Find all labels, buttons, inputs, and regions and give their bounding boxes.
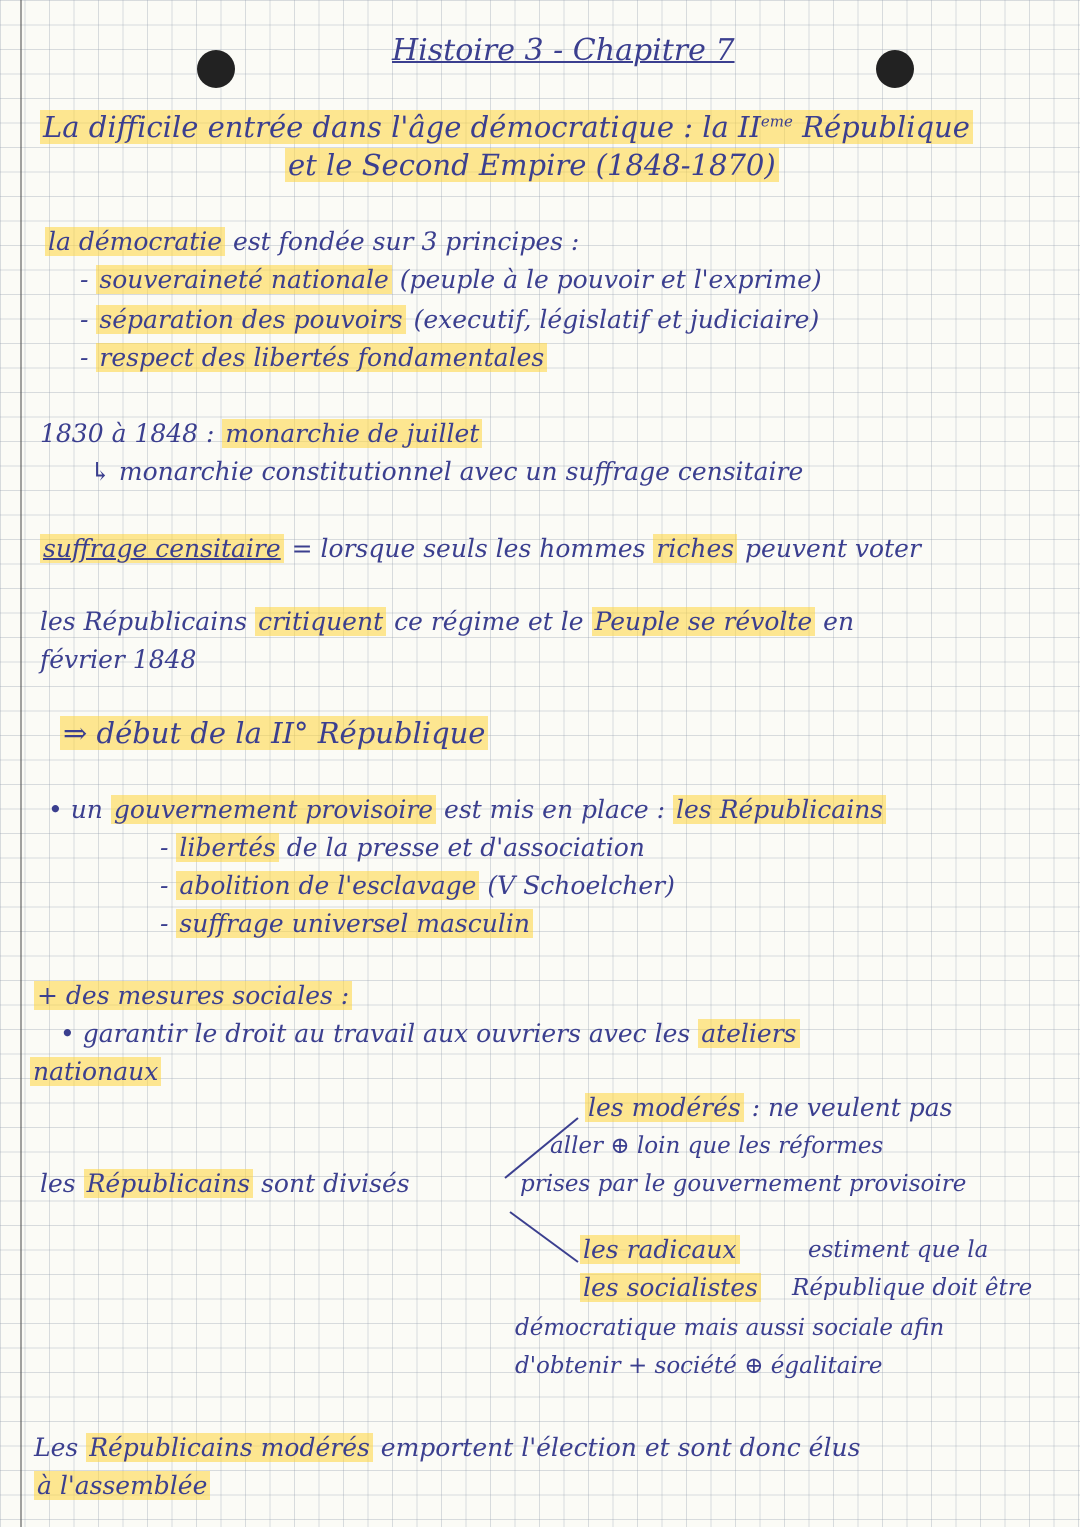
mesure-suffrage: - suffrage universel masculin: [160, 910, 533, 938]
mesure-abolition: - abolition de l'esclavage (V Schoelcher): [160, 871, 675, 900]
mesures-ateliers-line1: • garantir le droit au travail aux ouvriers avec les ateliers: [60, 1020, 800, 1048]
mesures-sociales-heading: + des mesures sociales :: [34, 982, 352, 1010]
chapter-heading-line2: et le Second Empire (1848-1870): [285, 150, 779, 182]
chapter-heading-line1: La difficile entrée dans l'âge démocratique : la IIeme République: [40, 112, 973, 144]
revolte-line2: février 1848: [40, 645, 197, 674]
republicains-divises: les Républicains sont divisés: [40, 1169, 410, 1198]
page-title: Histoire 3 - Chapitre 7: [392, 33, 735, 68]
democratie-intro: la démocratie est fondée sur 3 principes :: [45, 228, 579, 256]
branch-moderes: [505, 1118, 578, 1178]
monarchie-constitutionnelle: ↳ monarchie constitutionnel avec un suffrage censitaire: [90, 457, 804, 486]
monarchie-juillet: 1830 à 1848 : monarchie de juillet: [40, 420, 482, 448]
branch-radicaux: [510, 1212, 578, 1262]
suffrage-censitaire-definition: suffrage censitaire = lorsque seuls les hommes riches peuvent voter: [40, 535, 921, 563]
principe-separation: - séparation des pouvoirs (executif, législatif et judiciaire): [80, 305, 820, 334]
principe-libertes: - respect des libertés fondamentales: [80, 344, 547, 372]
principe-souverainete: - souveraineté nationale (peuple à le pouvoir et l'exprime): [80, 265, 822, 294]
radicaux-line3: démocratique mais aussi sociale afin: [515, 1315, 945, 1341]
mesure-libertes: - libertés de la presse et d'association: [160, 833, 645, 862]
moderes-line2: aller ⊕ loin que les réformes: [550, 1133, 884, 1159]
radicaux-label: les radicaux: [580, 1236, 740, 1264]
socialistes-label: les socialistes: [580, 1274, 761, 1302]
debut-republique: ⇒ début de la II° République: [60, 718, 488, 750]
moderes-line3: prises par le gouvernement provisoire: [520, 1171, 967, 1197]
mesures-ateliers-line2: nationaux: [30, 1058, 161, 1086]
conclusion-line2: à l'assemblée: [34, 1472, 210, 1500]
revolte-line1: les Républicains critiquent ce régime et le Peuple se révolte en: [40, 607, 855, 636]
radicaux-line4: d'obtenir + société ⊕ égalitaire: [515, 1353, 883, 1379]
gouvernement-provisoire: • un gouvernement provisoire est mis en place : les Républicains: [48, 796, 886, 824]
conclusion-line1: Les Républicains modérés emportent l'élection et sont donc élus: [34, 1433, 861, 1462]
moderes-line1: les modérés : ne veulent pas: [585, 1094, 953, 1122]
radicaux-line1: estiment que la: [808, 1237, 989, 1263]
radicaux-line2: République doit être: [792, 1275, 1033, 1301]
